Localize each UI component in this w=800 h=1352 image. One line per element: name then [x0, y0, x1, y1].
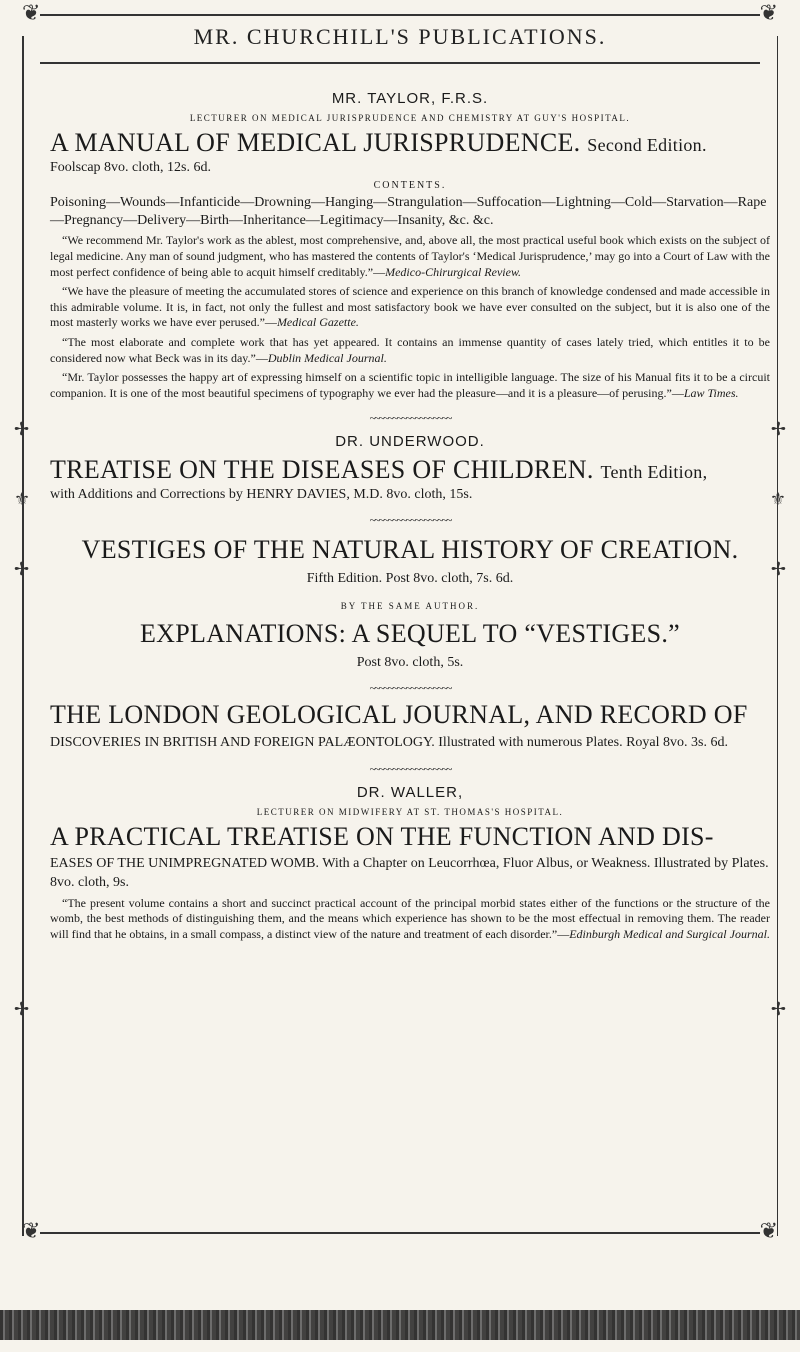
side-ornament-icon: ✢: [14, 999, 30, 1019]
publication-details: with Additions and Corrections by HENRY DAVIES, M.D. 8vo. cloth, 15s.: [50, 486, 473, 502]
divider-ornament: ~~~~~~~~~~~~~~~~~~: [369, 680, 451, 695]
section-author: DR. WALLER,: [356, 783, 464, 801]
review-quote: “The most elaborate and complete work that has yet appeared. It contains an immense quantity of cases lately tried, which entitles it to be considered now what Beck was in its day.”—Dublin Medical Journal.: [50, 334, 770, 365]
review-quote: “We have the pleasure of meeting the accumulated stores of science and experience on this branch of knowledge condensed and made accessible in this admirable volume. It is, in fact, not only the fullest and most satisfactory book we have ever consulted on the subject, but it is also one of the most masterly works we have ever perused.”—Medical Gazette.: [50, 284, 770, 330]
book-edition: Second Edition.: [587, 135, 707, 155]
book-description: EASES OF THE UNIMPREGNATED WOMB. With a Chapter on Leucorrhœa, Fluor Albus, or Weakness. Illustrated by Plates. 8vo. cloth, 9s.: [50, 856, 769, 890]
book-title-text: TREATISE ON THE DISEASES OF CHILDREN.: [50, 455, 594, 485]
side-ornament-icon: ⚜: [14, 489, 31, 509]
divider-ornament: ~~~~~~~~~~~~~~~~~~: [369, 761, 451, 776]
book-description: DISCOVERIES IN BRITISH AND FOREIGN PALÆONTOLOGY. Illustrated with numerous Plates. Royal 8vo. 3s. 6d.: [50, 734, 728, 750]
corner-ornament-icon: ❦: [759, 0, 778, 25]
divider-ornament: ~~~~~~~~~~~~~~~~~~: [369, 411, 451, 426]
corner-ornament-icon: ❦: [22, 0, 41, 25]
side-ornament-icon: ✢: [770, 999, 786, 1019]
author-position: LECTURER ON MIDWIFERY AT ST. THOMAS'S HOSPITAL.: [256, 806, 564, 817]
book-title-text: A MANUAL OF MEDICAL JURISPRUDENCE.: [50, 128, 581, 157]
side-ornament-icon: ✢: [770, 559, 786, 579]
left-border: [22, 36, 24, 1236]
author-position: LECTURER ON MEDICAL JURISPRUDENCE AND CHEMISTRY AT GUY'S HOSPITAL.: [189, 113, 631, 123]
book-title: EXPLANATIONS: A SEQUEL TO “VESTIGES.”: [140, 618, 680, 648]
publication-details: Foolscap 8vo. cloth, 12s. 6d.: [50, 159, 211, 175]
review-quote: “The present volume contains a short and succinct practical account of the principal morbid states either of the functions or the structure of the womb, the best methods of distinguishing them, and the means which experience has shown to be the most effectual in removing them. The reader will find that he obtains, in a small compass, a distinct view of the nature and treatment of each disorder.”—Edinburgh Medical and Surgical Journal.: [50, 895, 770, 941]
by-line: BY THE SAME AUTHOR.: [340, 600, 480, 611]
review-quote: “Mr. Taylor possesses the happy art of expressing himself on a scientific topic in intelligible language. The size of his Manual fits it to be a circuit companion. It is one of the most beautiful specimens of typography we ever had the pleasure—and it is a pleasure—of perusing.”—Law Times.: [50, 370, 770, 400]
side-ornament-icon: ✢: [14, 559, 30, 579]
side-ornament-icon: ⚜: [769, 489, 786, 509]
top-rule: [40, 14, 760, 16]
book-title: [50, 129, 770, 158]
book-title: A PRACTICAL TREATISE ON THE FUNCTION AND DIS-: [50, 821, 714, 851]
divider-ornament: ~~~~~~~~~~~~~~~~~~: [369, 512, 451, 527]
side-ornament-icon: ✢: [14, 419, 30, 439]
book-title: THE LONDON GEOLOGICAL JOURNAL, AND RECORD OF: [50, 699, 748, 729]
publication-details: Post 8vo. cloth, 5s.: [356, 654, 464, 670]
publication-details: Fifth Edition. Post 8vo. cloth, 7s. 6d.: [306, 570, 514, 586]
book-title: [50, 456, 770, 485]
running-head: MR. CHURCHILL'S PUBLICATIONS.: [193, 24, 607, 49]
right-border: [777, 36, 779, 1236]
top-rule-lower: [40, 62, 760, 64]
section-author: DR. UNDERWOOD.: [335, 433, 485, 451]
side-ornament-icon: ✢: [770, 419, 786, 439]
corner-ornament-icon: ❦: [759, 1218, 778, 1243]
contents-list: Poisoning—Wounds—Infanticide—Drowning—Hanging—Strangulation—Suffocation—Lightning—Cold—Starvation—Rape—Pregnancy—Delivery—Birth—Inheritance—Legitimacy—Insanity, &c. &c.: [50, 194, 767, 228]
book-edition: Tenth Edition,: [600, 462, 708, 483]
book-title: VESTIGES OF THE NATURAL HISTORY OF CREATION.: [81, 534, 739, 564]
review-quote: “We recommend Mr. Taylor's work as the ablest, most comprehensive, and, above all, the most practical useful book which exists on the subject of legal medicine. Any man of sound judgment, who has mastered the contents of Taylor's ‘Medical Jurisprudence,’ may go into a Court of Law with the most perfect confidence of being able to acquit himself creditably.”—Medico-Chirurgical Review.: [50, 233, 770, 279]
bottom-rule: [40, 1232, 760, 1234]
section-author: MR. TAYLOR, F.R.S.: [331, 90, 489, 107]
contents-heading: CONTENTS.: [373, 179, 447, 191]
corner-ornament-icon: ❦: [22, 1218, 41, 1243]
scan-edge: [0, 1310, 800, 1340]
content: [50, 70, 770, 942]
